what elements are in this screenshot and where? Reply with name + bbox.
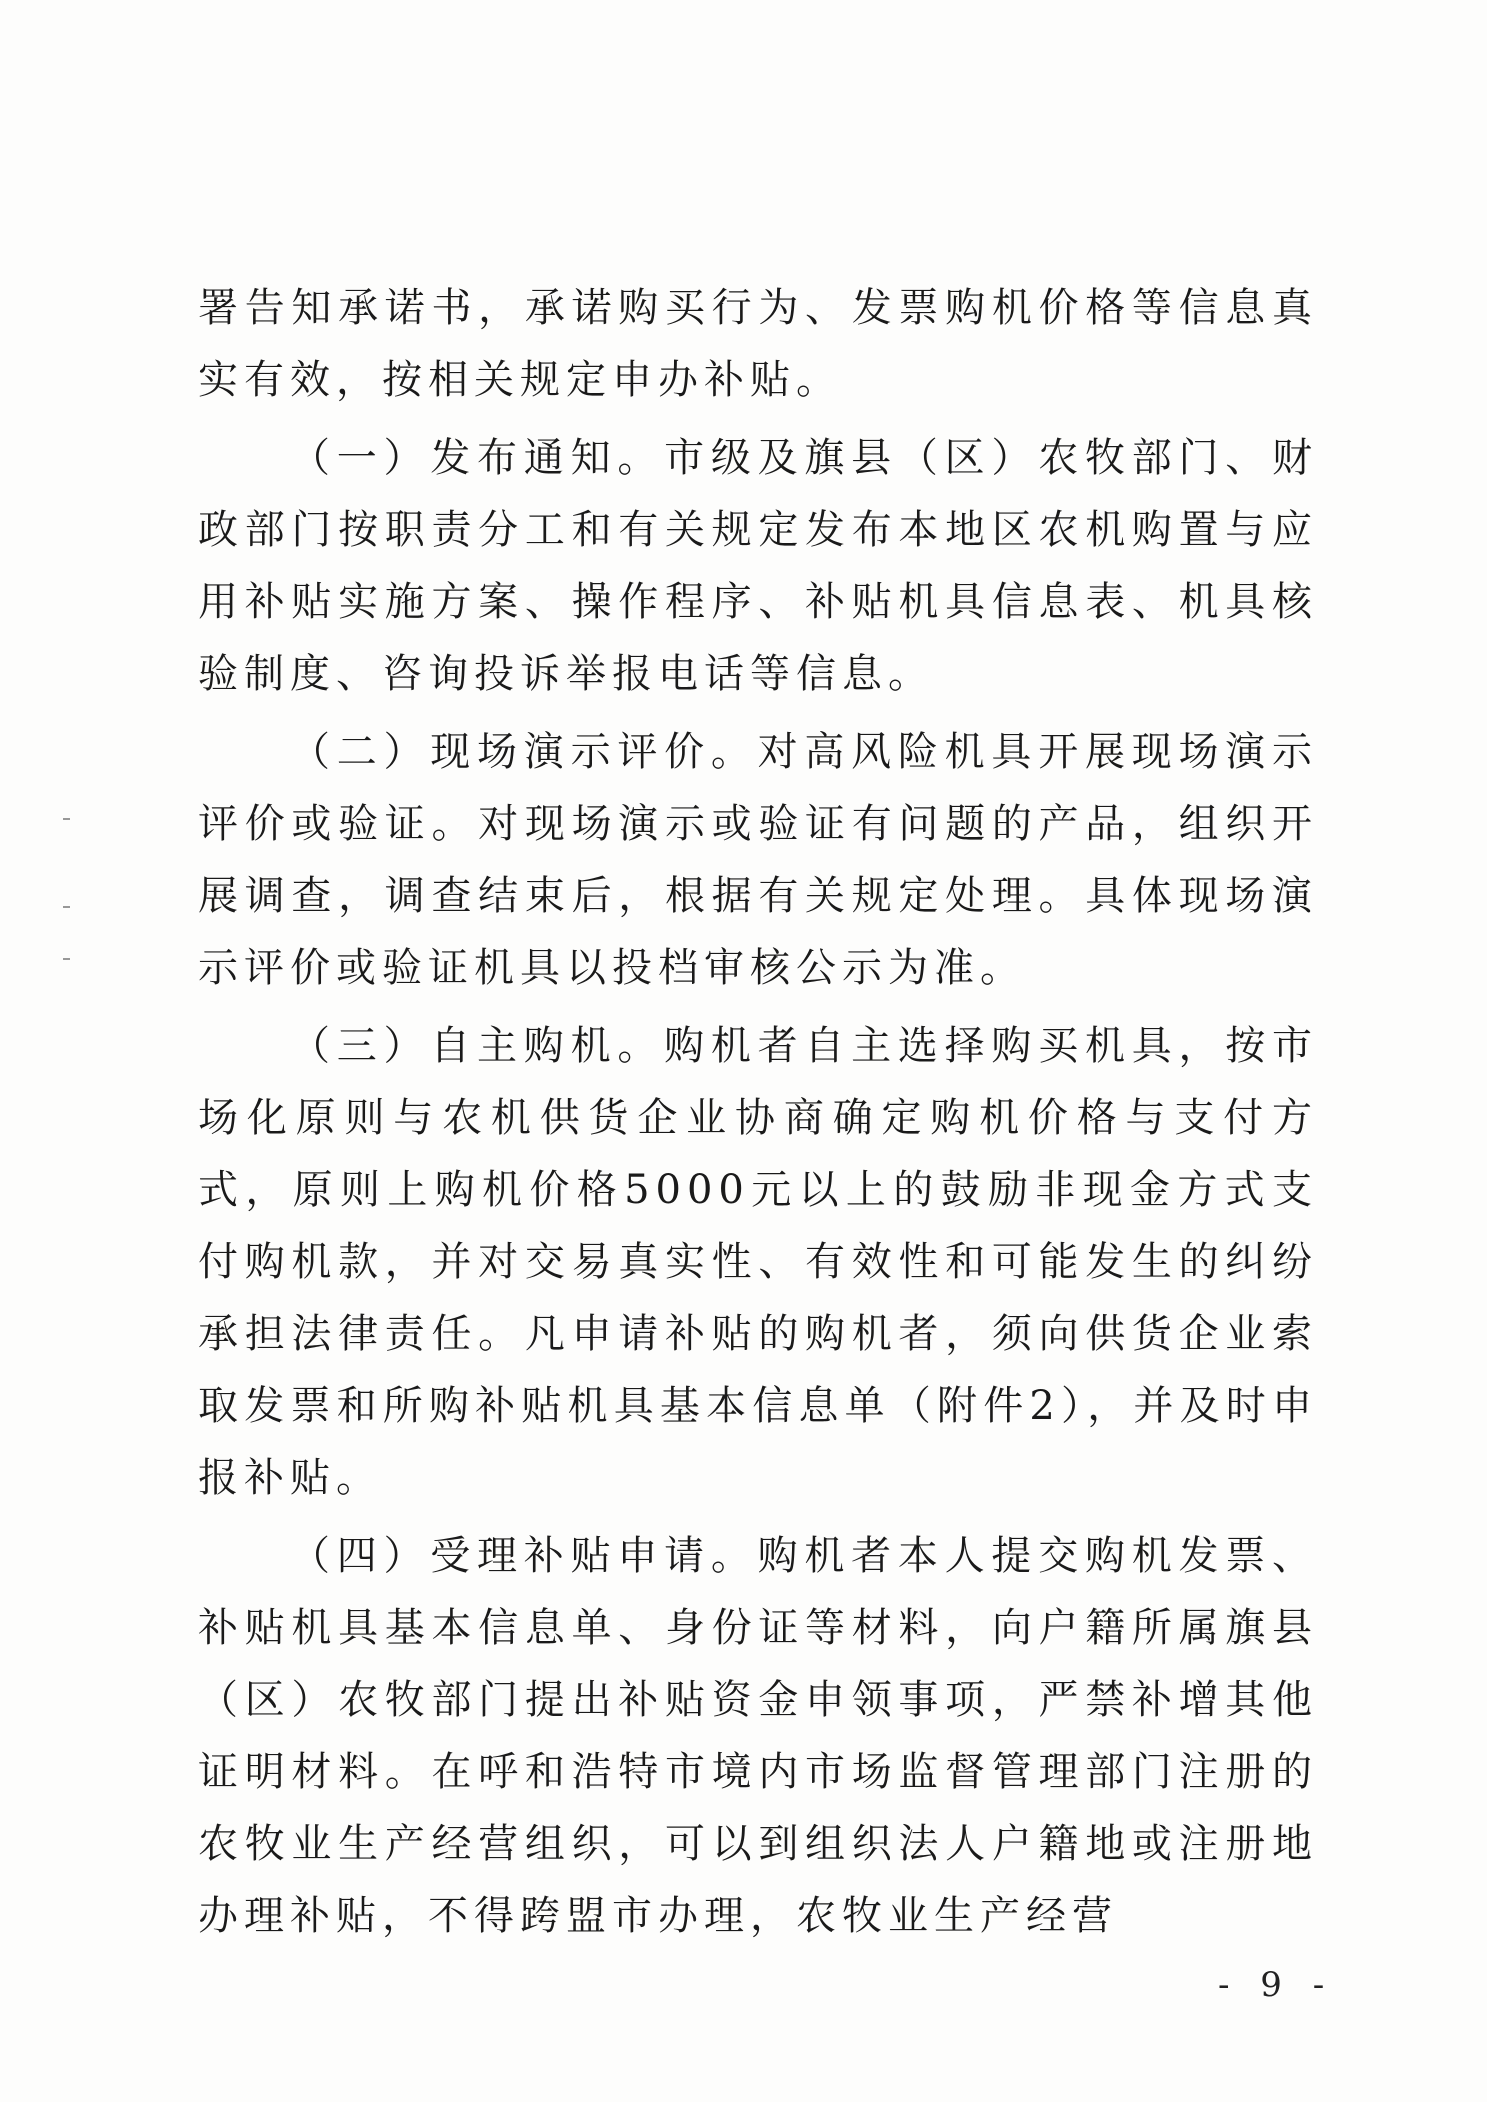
paragraph-continuation: 署告知承诺书，承诺购买行为、发票购机价格等信息真实有效，按相关规定申办补贴。 [198, 285, 1318, 403]
scan-mark [63, 818, 70, 820]
paragraph-publish-notice: （一）发布通知。市级及旗县（区）农牧部门、财政部门按职责分工和有关规定发布本地区农机购置与应用补贴实施方案、操作程序、补贴机具信息表、机具核验制度、咨询投诉举报电话等信息。 [198, 435, 1318, 697]
scan-mark [63, 958, 70, 960]
paragraph-field-demonstration: （二）现场演示评价。对高风险机具开展现场演示评价或验证。对现场演示或验证有问题的产品，组织开展调查，调查结束后，根据有关规定处理。具体现场演示评价或验证机具以投档审核公示为准。 [198, 729, 1318, 991]
scan-mark [63, 906, 70, 908]
paragraph-accept-application: （四）受理补贴申请。购机者本人提交购机发票、补贴机具基本信息单、身份证等材料，向户籍所属旗县（区）农牧部门提出补贴资金申领事项，严禁补增其他证明材料。在呼和浩特市境内市场监督管理部门注册的农牧业生产经营组织，可以到组织法人户籍地或注册地办理补贴，不得跨盟市办理，农牧业生产经营 [198, 1533, 1318, 1939]
page-number: - 9 - [1218, 1965, 1335, 2005]
body-text [198, 272, 1318, 1958]
paragraph-independent-purchase: （三）自主购机。购机者自主选择购买机具，按市场化原则与农机供货企业协商确定购机价格与支付方式，原则上购机价格5000元以上的鼓励非现金方式支付购机款，并对交易真实性、有效性和可能发生的纠纷承担法律责任。凡申请补贴的购机者，须向供货企业索取发票和所购补贴机具基本信息单（附件2），并及时申报补贴。 [198, 1023, 1318, 1501]
